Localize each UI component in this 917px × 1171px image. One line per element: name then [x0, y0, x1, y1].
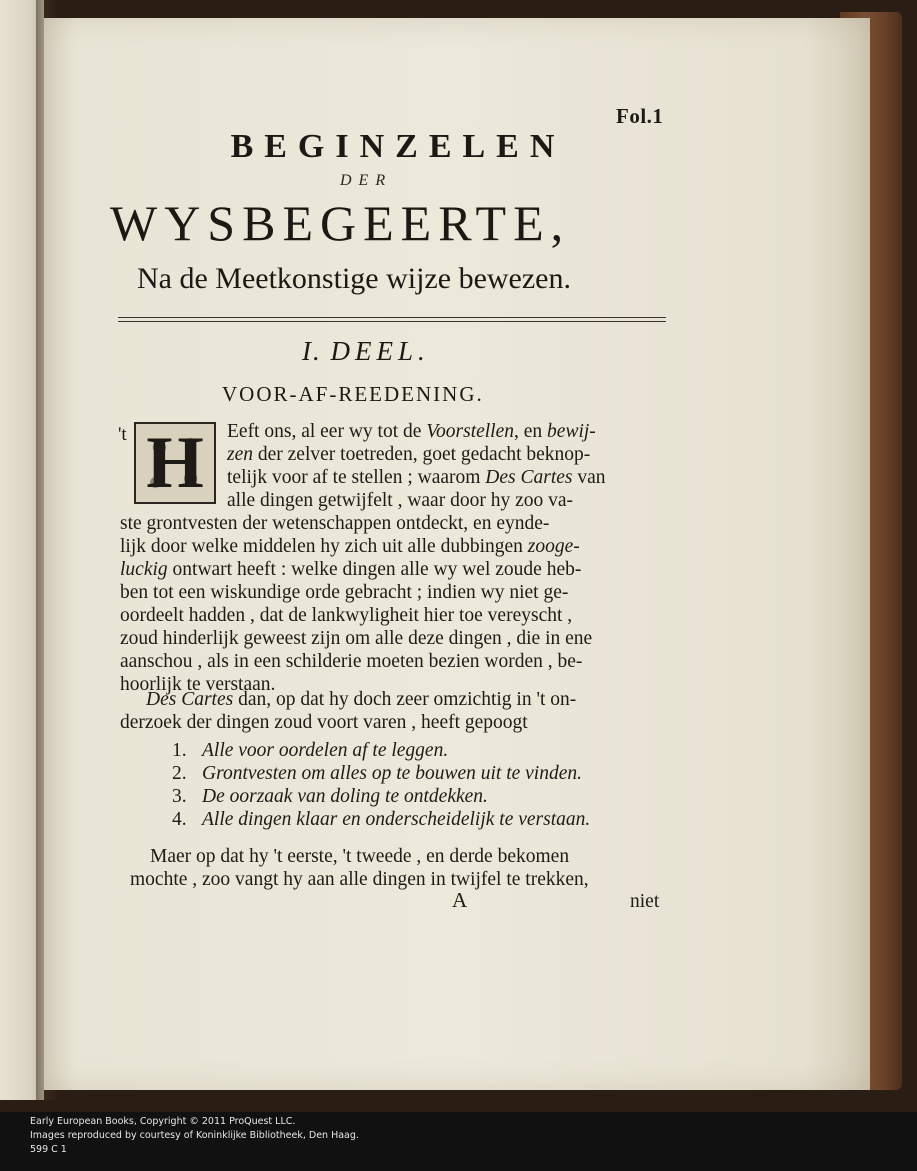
paragraph-1-line-9: oordeelt hadden , dat de lankwyligheit hier toe vereyscht ,: [120, 605, 573, 626]
list-item-number: 4.: [172, 809, 187, 830]
paragraph-1-line-10: zoud hinderlijk geweest zijn om alle deze dingen , die in ene: [120, 628, 593, 649]
decorated-initial-letter: H: [146, 422, 204, 504]
section-heading: VOOR-AF-REEDENING.: [222, 382, 484, 406]
text-run-italic: Voorstellen: [426, 421, 515, 442]
folio-number: Fol.1: [616, 104, 664, 128]
part-number: I.: [302, 336, 322, 366]
footer-copyright: Early European Books, Copyright © 2011 ProQuest LLC.: [30, 1116, 296, 1127]
list-item-number: 2.: [172, 763, 187, 784]
list-item-text: Alle dingen klaar en onderscheidelijk te verstaan.: [202, 809, 591, 830]
decorated-initial: [134, 422, 216, 504]
numbered-list: [172, 740, 590, 832]
paragraph-1-line-11: aanschou , als in een schilderie moeten bezien worden , be-: [120, 651, 583, 672]
list-item-text: De oorzaak van doling te ontdekken.: [202, 786, 488, 807]
text-run: , en: [514, 421, 548, 442]
paragraph-1-line-4: alle dingen getwijfelt , waar door hy zoo va-: [227, 490, 574, 511]
list-item: [172, 809, 590, 832]
signature-mark: A: [452, 888, 468, 912]
list-item-text: Alle voor oordelen af te leggen.: [202, 740, 449, 761]
text-run: lijk door welke middelen hy zich uit alle dubbingen: [120, 536, 528, 557]
paragraph-3-line-2: mochte , zoo vangt hy aan alle dingen in twijfel te trekken,: [130, 869, 589, 890]
paragraph-2-line-1: [146, 689, 576, 711]
dropcap-prefix: 't: [118, 424, 127, 445]
title-subtitle: Na de Meetkonstige wijze bewezen.: [137, 262, 571, 295]
paragraph-1-line-12: hoorlijk te verstaan.: [120, 674, 276, 695]
title-rule-top: [118, 317, 666, 318]
paragraph-1-line-6: [120, 536, 580, 558]
text-run-italic: Des Cartes: [146, 689, 234, 710]
part-heading: [302, 336, 430, 367]
list-item-text: Grontvesten om alles op te bouwen uit te vinden.: [202, 763, 582, 784]
title-rule-bottom: [118, 321, 666, 322]
text-run-italic: Des Cartes: [485, 467, 573, 488]
paragraph-1-line-8: ben tot een wiskundige orde gebracht ; indien wy niet ge-: [120, 582, 569, 603]
title-line-2: WYSBEGEERTE,: [110, 195, 571, 251]
list-item: [172, 786, 590, 809]
part-word: DEEL.: [330, 336, 430, 366]
copyright-footer: [0, 1112, 917, 1171]
text-run-italic: zen: [227, 444, 253, 465]
text-run: telijk voor af te stellen ; waarom: [227, 467, 486, 488]
list-item-number: 3.: [172, 786, 187, 807]
paragraph-1-line-5: ste grontvesten der wetenschappen ontdeckt, en eynde-: [120, 513, 550, 534]
text-run: der zelver toetreden, goet gedacht beknop-: [253, 444, 591, 465]
catchword: niet: [630, 891, 660, 912]
list-item: [172, 763, 590, 786]
text-run-italic: bewij-: [547, 421, 596, 442]
text-run: ontwart heeft : welke dingen alle wy wel zoude heb-: [167, 559, 582, 580]
footer-courtesy: Images reproduced by courtesy of Koninklijke Bibliotheek, Den Haag.: [30, 1130, 359, 1141]
paragraph-1-line-7: [120, 559, 581, 581]
text-run-italic: luckig: [120, 559, 168, 580]
list-item: [172, 740, 590, 763]
paragraph-1-line-2: [227, 444, 590, 466]
text-run: dan, op dat hy doch zeer omzichtig in 't on-: [233, 689, 577, 710]
title-line-1: BEGINZELEN: [230, 128, 566, 165]
text-run-italic: zooge-: [527, 536, 580, 557]
paragraph-2-line-2: derzoek der dingen zoud voort varen , heeft gepoogt: [120, 712, 528, 733]
footer-shelfmark: 599 C 1: [30, 1144, 67, 1155]
text-run: van: [572, 467, 606, 488]
paragraph-3-line-1: Maer op dat hy 't eerste, 't tweede , en derde bekomen: [150, 846, 570, 867]
list-item-number: 1.: [172, 740, 187, 761]
paragraph-1-line-3: [227, 467, 606, 489]
paragraph-1-line-1: [227, 421, 596, 443]
text-run: Eeft ons, al eer wy tot de: [227, 421, 427, 442]
title-der: DER: [340, 172, 393, 189]
